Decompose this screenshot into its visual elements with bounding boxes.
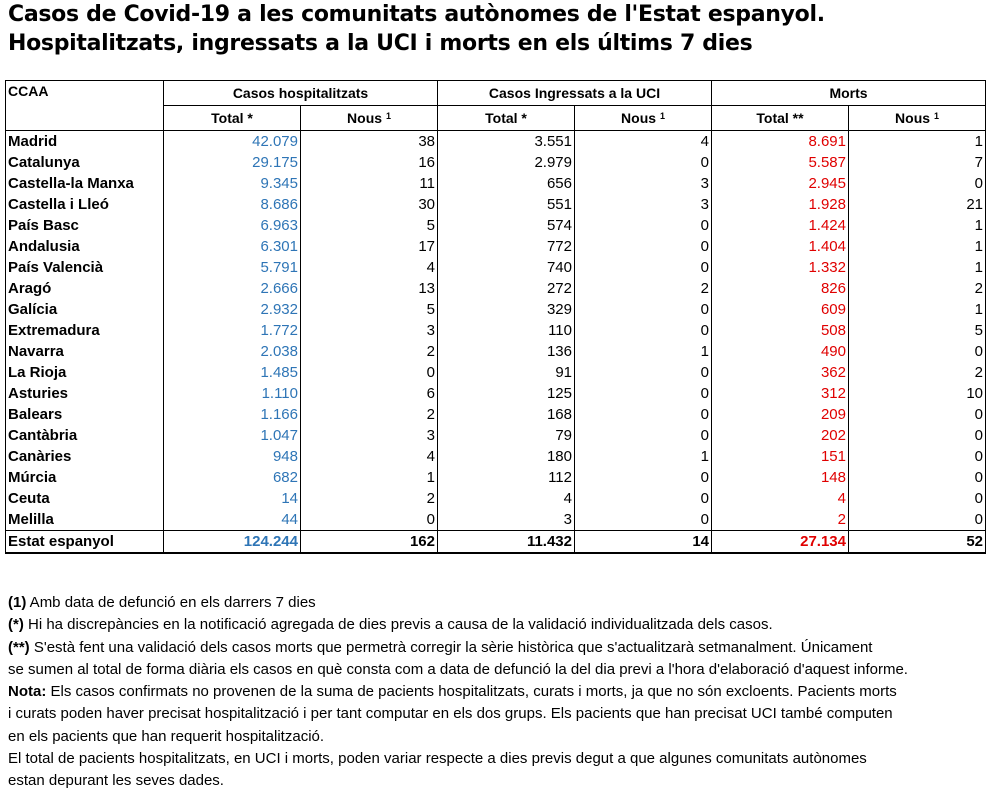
cell-hosp-nous: 38 bbox=[301, 131, 438, 153]
cell-hosp-nous: 17 bbox=[301, 236, 438, 257]
cell-morts-total: 2 bbox=[712, 509, 849, 531]
table-row bbox=[6, 467, 986, 488]
cell-ccaa: Aragó bbox=[6, 278, 164, 299]
cell-morts-total: 151 bbox=[712, 446, 849, 467]
cell-morts-nous: 52 bbox=[849, 531, 986, 554]
cell-morts-nous: 0 bbox=[849, 425, 986, 446]
cell-uci-total: 125 bbox=[438, 383, 575, 404]
cell-hosp-total: 1.047 bbox=[164, 425, 301, 446]
cell-hosp-total: 1.772 bbox=[164, 320, 301, 341]
cell-uci-nous: 0 bbox=[575, 467, 712, 488]
cell-uci-total: 656 bbox=[438, 173, 575, 194]
cell-hosp-total: 2.932 bbox=[164, 299, 301, 320]
cell-uci-total: 551 bbox=[438, 194, 575, 215]
cell-ccaa: Madrid bbox=[6, 131, 164, 153]
cell-uci-total: 79 bbox=[438, 425, 575, 446]
table-row bbox=[6, 215, 986, 236]
cell-hosp-nous: 16 bbox=[301, 152, 438, 173]
cell-morts-nous: 1 bbox=[849, 257, 986, 278]
cell-ccaa: Cantàbria bbox=[6, 425, 164, 446]
cell-uci-nous: 0 bbox=[575, 152, 712, 173]
cell-hosp-total: 14 bbox=[164, 488, 301, 509]
cell-hosp-nous: 11 bbox=[301, 173, 438, 194]
note-1: (1) Amb data de defunció en els darrers 7 dies bbox=[8, 594, 316, 611]
cell-morts-total: 148 bbox=[712, 467, 849, 488]
table-row bbox=[6, 488, 986, 509]
table-row bbox=[6, 341, 986, 362]
table-row bbox=[6, 362, 986, 383]
table-row bbox=[6, 446, 986, 467]
cell-uci-nous: 0 bbox=[575, 215, 712, 236]
header-group-hospitalitzats: Casos hospitalitzats bbox=[164, 81, 438, 106]
header-uci-nous: Nous $^1$ bbox=[575, 106, 712, 131]
cell-morts-nous: 0 bbox=[849, 404, 986, 425]
cell-morts-total: 609 bbox=[712, 299, 849, 320]
cell-hosp-nous: 5 bbox=[301, 299, 438, 320]
covid-table bbox=[5, 80, 986, 554]
cell-uci-nous: 1 bbox=[575, 341, 712, 362]
cell-ccaa: País Basc bbox=[6, 215, 164, 236]
cell-hosp-total: 6.301 bbox=[164, 236, 301, 257]
cell-uci-total: 740 bbox=[438, 257, 575, 278]
header-ccaa: CCAA bbox=[6, 81, 164, 131]
cell-morts-total: 4 bbox=[712, 488, 849, 509]
cell-morts-nous: 1 bbox=[849, 236, 986, 257]
cell-morts-total: 362 bbox=[712, 362, 849, 383]
note-3-line-2: se sumen al total de forma diària els casos en què consta com a data de defunció la del dia previ a l'hora d'elaboració d'aquest informe. bbox=[8, 660, 908, 678]
cell-uci-nous: 3 bbox=[575, 194, 712, 215]
cell-morts-nous: 1 bbox=[849, 215, 986, 236]
table-row bbox=[6, 173, 986, 194]
cell-uci-nous: 0 bbox=[575, 257, 712, 278]
table-row bbox=[6, 194, 986, 215]
cell-morts-total: 2.945 bbox=[712, 173, 849, 194]
cell-hosp-total: 682 bbox=[164, 467, 301, 488]
cell-uci-total: 11.432 bbox=[438, 531, 575, 554]
cell-uci-total: 2.979 bbox=[438, 152, 575, 173]
cell-morts-nous: 0 bbox=[849, 173, 986, 194]
cell-uci-total: 574 bbox=[438, 215, 575, 236]
cell-uci-total: 272 bbox=[438, 278, 575, 299]
cell-hosp-nous: 5 bbox=[301, 215, 438, 236]
cell-uci-nous: 0 bbox=[575, 488, 712, 509]
header-row-groups bbox=[6, 81, 986, 106]
cell-ccaa: Navarra bbox=[6, 341, 164, 362]
cell-ccaa: Balears bbox=[6, 404, 164, 425]
cell-uci-nous: 0 bbox=[575, 404, 712, 425]
cell-hosp-nous: 0 bbox=[301, 362, 438, 383]
cell-ccaa: Canàries bbox=[6, 446, 164, 467]
cell-hosp-nous: 6 bbox=[301, 383, 438, 404]
cell-hosp-total: 5.791 bbox=[164, 257, 301, 278]
cell-morts-nous: 0 bbox=[849, 467, 986, 488]
cell-hosp-total: 1.485 bbox=[164, 362, 301, 383]
cell-hosp-total: 2.666 bbox=[164, 278, 301, 299]
cell-ccaa: País Valencià bbox=[6, 257, 164, 278]
cell-ccaa: Múrcia bbox=[6, 467, 164, 488]
table-row bbox=[6, 257, 986, 278]
note-nota-line-3: en els pacients que han requerit hospitalització. bbox=[8, 727, 325, 745]
cell-hosp-nous: 4 bbox=[301, 446, 438, 467]
cell-hosp-total: 42.079 bbox=[164, 131, 301, 153]
cell-ccaa: Estat espanyol bbox=[6, 531, 164, 554]
header-morts-nous: Nous $^1$ bbox=[849, 106, 986, 131]
footnotes bbox=[8, 592, 988, 793]
table-body bbox=[6, 81, 986, 554]
cell-ccaa: Castella i Lleó bbox=[6, 194, 164, 215]
cell-uci-total: 136 bbox=[438, 341, 575, 362]
cell-hosp-total: 948 bbox=[164, 446, 301, 467]
table-row bbox=[6, 425, 986, 446]
cell-morts-nous: 7 bbox=[849, 152, 986, 173]
cell-hosp-nous: 4 bbox=[301, 257, 438, 278]
cell-uci-nous: 3 bbox=[575, 173, 712, 194]
header-uci-total: Total * bbox=[438, 106, 575, 131]
cell-uci-nous: 0 bbox=[575, 320, 712, 341]
note-3: (**) S'està fent una validació dels casos morts que permetrà corregir la sèrie històrica que s'actualitzarà setmanalment. Únicament bbox=[8, 638, 873, 656]
cell-morts-nous: 0 bbox=[849, 341, 986, 362]
header-hosp-total: Total * bbox=[164, 106, 301, 131]
cell-ccaa: Ceuta bbox=[6, 488, 164, 509]
cell-morts-total: 1.424 bbox=[712, 215, 849, 236]
cell-hosp-nous: 2 bbox=[301, 341, 438, 362]
cell-morts-total: 1.404 bbox=[712, 236, 849, 257]
cell-morts-total: 202 bbox=[712, 425, 849, 446]
table-row bbox=[6, 299, 986, 320]
cell-uci-nous: 0 bbox=[575, 299, 712, 320]
cell-morts-nous: 1 bbox=[849, 131, 986, 153]
cell-hosp-nous: 0 bbox=[301, 509, 438, 531]
cell-uci-nous: 14 bbox=[575, 531, 712, 554]
table-row bbox=[6, 131, 986, 153]
cell-uci-nous: 0 bbox=[575, 425, 712, 446]
cell-hosp-nous: 3 bbox=[301, 425, 438, 446]
cell-morts-total: 8.691 bbox=[712, 131, 849, 153]
cell-uci-total: 772 bbox=[438, 236, 575, 257]
cell-uci-total: 3.551 bbox=[438, 131, 575, 153]
cell-hosp-total: 9.345 bbox=[164, 173, 301, 194]
cell-uci-nous: 0 bbox=[575, 383, 712, 404]
cell-morts-nous: 5 bbox=[849, 320, 986, 341]
cell-morts-total: 826 bbox=[712, 278, 849, 299]
title-line-2: Hospitalitzats, ingressats a la UCI i morts en els últims 7 dies bbox=[8, 31, 753, 56]
cell-morts-nous: 1 bbox=[849, 299, 986, 320]
cell-hosp-nous: 2 bbox=[301, 488, 438, 509]
cell-uci-nous: 0 bbox=[575, 362, 712, 383]
cell-morts-total: 1.332 bbox=[712, 257, 849, 278]
cell-ccaa: Andalusia bbox=[6, 236, 164, 257]
cell-hosp-nous: 1 bbox=[301, 467, 438, 488]
note-nota: Nota: Els casos confirmats no provenen de la suma de pacients hospitalitzats, curats i morts, ja que no són excloents. Pacients morts bbox=[8, 683, 897, 701]
cell-morts-total: 27.134 bbox=[712, 531, 849, 554]
cell-hosp-total: 2.038 bbox=[164, 341, 301, 362]
header-group-morts: Morts bbox=[712, 81, 986, 106]
cell-uci-total: 180 bbox=[438, 446, 575, 467]
note-2: (*) Hi ha discrepàncies en la notificació agregada de dies previs a causa de la validació individualitzada dels casos. bbox=[8, 616, 773, 634]
table-row bbox=[6, 236, 986, 257]
cell-morts-nous: 0 bbox=[849, 446, 986, 467]
cell-uci-total: 91 bbox=[438, 362, 575, 383]
table-row bbox=[6, 404, 986, 425]
cell-uci-total: 168 bbox=[438, 404, 575, 425]
cell-hosp-nous: 13 bbox=[301, 278, 438, 299]
cell-uci-nous: 4 bbox=[575, 131, 712, 153]
cell-hosp-nous: 2 bbox=[301, 404, 438, 425]
cell-morts-total: 209 bbox=[712, 404, 849, 425]
cell-hosp-total: 1.166 bbox=[164, 404, 301, 425]
cell-hosp-nous: 162 bbox=[301, 531, 438, 554]
cell-morts-total: 312 bbox=[712, 383, 849, 404]
table-row bbox=[6, 152, 986, 173]
note-nota-line-2: i curats poden haver precisat hospitalització i per tant computar en els dos grups. Els pacients que han precisat UCI també computen bbox=[8, 705, 893, 723]
table-row bbox=[6, 509, 986, 531]
cell-ccaa: Castella-la Manxa bbox=[6, 173, 164, 194]
cell-morts-nous: 2 bbox=[849, 362, 986, 383]
header-hosp-nous: Nous $^1$ bbox=[301, 106, 438, 131]
table-row bbox=[6, 278, 986, 299]
header-group-uci: Casos Ingressats a la UCI bbox=[438, 81, 712, 106]
cell-uci-nous: 1 bbox=[575, 446, 712, 467]
cell-morts-total: 508 bbox=[712, 320, 849, 341]
cell-ccaa: Melilla bbox=[6, 509, 164, 531]
cell-morts-nous: 0 bbox=[849, 488, 986, 509]
cell-ccaa: Asturies bbox=[6, 383, 164, 404]
total-row bbox=[6, 531, 986, 554]
table-row bbox=[6, 383, 986, 404]
cell-ccaa: Extremadura bbox=[6, 320, 164, 341]
cell-morts-total: 1.928 bbox=[712, 194, 849, 215]
cell-hosp-nous: 30 bbox=[301, 194, 438, 215]
cell-hosp-nous: 3 bbox=[301, 320, 438, 341]
cell-uci-total: 4 bbox=[438, 488, 575, 509]
cell-ccaa: Catalunya bbox=[6, 152, 164, 173]
cell-uci-total: 329 bbox=[438, 299, 575, 320]
cell-uci-nous: 0 bbox=[575, 509, 712, 531]
cell-morts-total: 490 bbox=[712, 341, 849, 362]
note-last-line-2: estan depurant les seves dades. bbox=[8, 772, 224, 790]
cell-uci-nous: 2 bbox=[575, 278, 712, 299]
title-line-1: Casos de Covid-19 a les comunitats autònomes de l'Estat espanyol. bbox=[8, 2, 825, 27]
cell-ccaa: La Rioja bbox=[6, 362, 164, 383]
table-row bbox=[6, 320, 986, 341]
cell-morts-nous: 21 bbox=[849, 194, 986, 215]
page-title bbox=[8, 0, 988, 58]
cell-hosp-total: 124.244 bbox=[164, 531, 301, 554]
cell-uci-total: 112 bbox=[438, 467, 575, 488]
header-morts-total: Total ** bbox=[712, 106, 849, 131]
cell-uci-total: 3 bbox=[438, 509, 575, 531]
cell-morts-nous: 10 bbox=[849, 383, 986, 404]
cell-morts-total: 5.587 bbox=[712, 152, 849, 173]
cell-hosp-total: 6.963 bbox=[164, 215, 301, 236]
cell-uci-nous: 0 bbox=[575, 236, 712, 257]
cell-hosp-total: 1.110 bbox=[164, 383, 301, 404]
note-last-line-1: El total de pacients hospitalitzats, en UCI i morts, poden variar respecte a dies previs degut a que algunes comunitats autònomes bbox=[8, 750, 867, 768]
cell-morts-nous: 0 bbox=[849, 509, 986, 531]
cell-hosp-total: 8.686 bbox=[164, 194, 301, 215]
cell-ccaa: Galícia bbox=[6, 299, 164, 320]
cell-morts-nous: 2 bbox=[849, 278, 986, 299]
cell-hosp-total: 29.175 bbox=[164, 152, 301, 173]
cell-hosp-total: 44 bbox=[164, 509, 301, 531]
cell-uci-total: 110 bbox=[438, 320, 575, 341]
